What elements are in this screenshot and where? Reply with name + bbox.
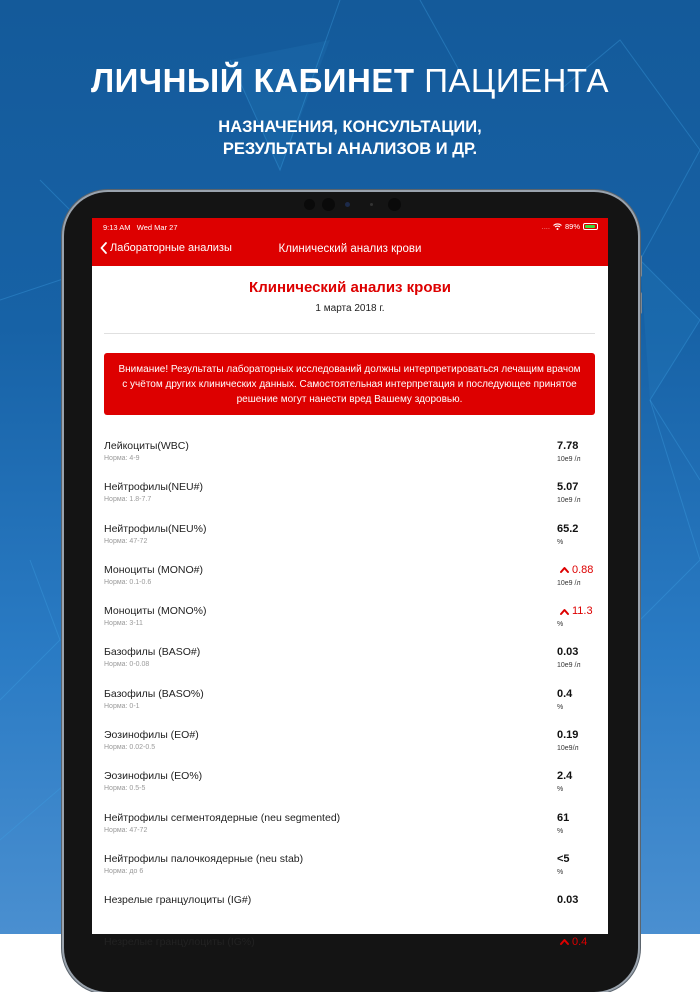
result-value-high xyxy=(560,564,593,576)
result-value: 0.19 xyxy=(557,729,579,742)
result-name: Нейтрофилы сегментоядерные (neu segmented) xyxy=(104,811,341,824)
device-volume-down-button xyxy=(638,292,642,314)
result-value-high xyxy=(560,936,587,948)
wifi-icon xyxy=(553,223,562,230)
result-value: 7.78 xyxy=(557,440,579,452)
sensor-icon xyxy=(370,203,373,206)
result-row xyxy=(104,770,595,811)
camera-array xyxy=(300,197,410,211)
battery-percent: 89% xyxy=(564,222,580,231)
result-row xyxy=(104,481,595,522)
app-screen xyxy=(92,218,608,948)
result-value: 0.4 xyxy=(557,687,573,700)
result-unit: % xyxy=(557,827,564,835)
result-name: Эозинофилы (EO%) xyxy=(104,770,203,783)
result-value: 61 xyxy=(557,811,570,824)
result-value: 65.2 xyxy=(557,522,579,535)
result-row xyxy=(104,812,595,853)
sensor-icon xyxy=(322,198,335,211)
result-name: Незрелые гранцулоциты (IG#) xyxy=(104,894,252,907)
report-title: Клинический анализ крови xyxy=(249,279,451,296)
result-unit: % xyxy=(557,786,564,794)
result-row xyxy=(104,523,595,564)
navigation-bar xyxy=(92,218,608,266)
result-unit: % xyxy=(557,868,564,876)
arrow-up-icon xyxy=(560,608,569,615)
result-row xyxy=(104,440,595,481)
result-norm: Норма: 47-72 xyxy=(104,537,148,545)
result-row xyxy=(104,646,595,687)
result-unit: 10e9 /л xyxy=(557,579,581,587)
nav-title: Клинический анализ крови xyxy=(278,243,422,255)
result-name: Моноциты (MONO%) xyxy=(104,605,207,618)
subline-2: РЕЗУЛЬТАТЫ АНАЛИЗОВ И ДР. xyxy=(222,140,478,158)
result-norm: Норма: 3-11 xyxy=(104,620,143,628)
result-norm: Норма: 0-1 xyxy=(104,702,140,710)
divider xyxy=(104,333,595,334)
result-name: Нейтрофилы(NEU%) xyxy=(104,522,207,535)
result-row xyxy=(104,564,595,605)
result-unit: 10e9/л xyxy=(557,745,579,753)
result-value: 0.03 xyxy=(557,646,579,659)
result-row xyxy=(104,605,595,646)
status-bar-right xyxy=(542,222,598,231)
status-bar-left xyxy=(103,223,178,232)
result-norm: Норма: 0.1-0.6 xyxy=(104,578,152,586)
result-value-text: 0.4 xyxy=(572,935,588,948)
result-unit: % xyxy=(557,538,564,546)
result-norm: Норма: до 6 xyxy=(104,867,144,875)
arrow-up-icon xyxy=(560,566,569,573)
result-norm: Норма: 0.5-5 xyxy=(104,785,146,793)
result-norm: Норма: 1.8-7.7 xyxy=(104,496,152,504)
result-name: Незрелые гранцулоциты (IG%) xyxy=(104,935,255,948)
result-name: Нейтрофилы(NEU#) xyxy=(104,481,203,494)
status-date: Wed Mar 27 xyxy=(136,223,178,232)
result-name: Моноциты (MONO#) xyxy=(104,563,203,576)
result-row xyxy=(104,688,595,729)
back-button[interactable] xyxy=(100,242,232,254)
back-button-label: Лабораторные анализы xyxy=(110,242,232,254)
result-norm: Норма: 0-0.08 xyxy=(104,661,150,669)
results-list xyxy=(104,440,595,977)
promo-headline xyxy=(0,62,700,100)
result-name: Нейтрофилы палочкоядерные (neu stab) xyxy=(104,852,304,865)
result-value: 2.4 xyxy=(557,770,573,783)
result-name: Лейкоциты(WBC) xyxy=(104,440,189,452)
result-value: 0.03 xyxy=(557,894,579,907)
result-value-text: 11.3 xyxy=(572,605,593,618)
result-unit: 10e9 /л xyxy=(557,497,581,505)
battery-icon xyxy=(583,223,598,230)
signal-icon: .... xyxy=(541,222,550,231)
result-unit: 10e9 /л xyxy=(557,662,581,670)
result-norm: Норма: 47-72 xyxy=(104,826,148,834)
result-unit: % xyxy=(557,621,564,629)
chevron-left-icon xyxy=(100,242,107,254)
arrow-up-icon xyxy=(560,938,569,945)
result-value: 5.07 xyxy=(557,481,579,494)
sensor-icon xyxy=(304,199,315,210)
result-unit: % xyxy=(557,703,564,711)
status-time: 9:13 AM xyxy=(103,223,131,232)
result-unit: 10e9 /л xyxy=(557,456,581,463)
headline-bold: ЛИЧНЫЙ КАБИНЕТ xyxy=(91,62,415,99)
result-norm: Норма: 0.02-0.5 xyxy=(104,744,156,752)
warning-banner: Внимание! Результаты лабораторных исследований должны интерпретироваться лечащим врачом с учётом других клинических данных. Самостоятельная интерпретация и последующее принятое решение могут нанести вред Вашему здоровью. xyxy=(104,353,595,415)
result-row xyxy=(104,936,595,977)
result-row xyxy=(104,853,595,894)
result-name: Эозинофилы (EO#) xyxy=(104,729,199,742)
result-row xyxy=(104,894,595,935)
report-date: 1 марта 2018 г. xyxy=(315,303,385,314)
result-value: <5 xyxy=(557,852,570,865)
result-name: Базофилы (BASO%) xyxy=(104,687,204,700)
camera-icon xyxy=(345,202,350,207)
result-name: Базофилы (BASO#) xyxy=(104,646,201,659)
sensor-icon xyxy=(388,198,401,211)
subline-1: НАЗНАЧЕНИЯ, КОНСУЛЬТАЦИИ, xyxy=(218,118,482,136)
headline-light: ПАЦИЕНТА xyxy=(424,62,609,99)
device-volume-up-button xyxy=(638,255,642,277)
result-value-high xyxy=(560,605,593,617)
promo-subline xyxy=(0,116,700,160)
result-norm: Норма: 4-9 xyxy=(104,455,140,462)
result-value-text: 0.88 xyxy=(572,563,594,576)
result-row xyxy=(104,729,595,770)
